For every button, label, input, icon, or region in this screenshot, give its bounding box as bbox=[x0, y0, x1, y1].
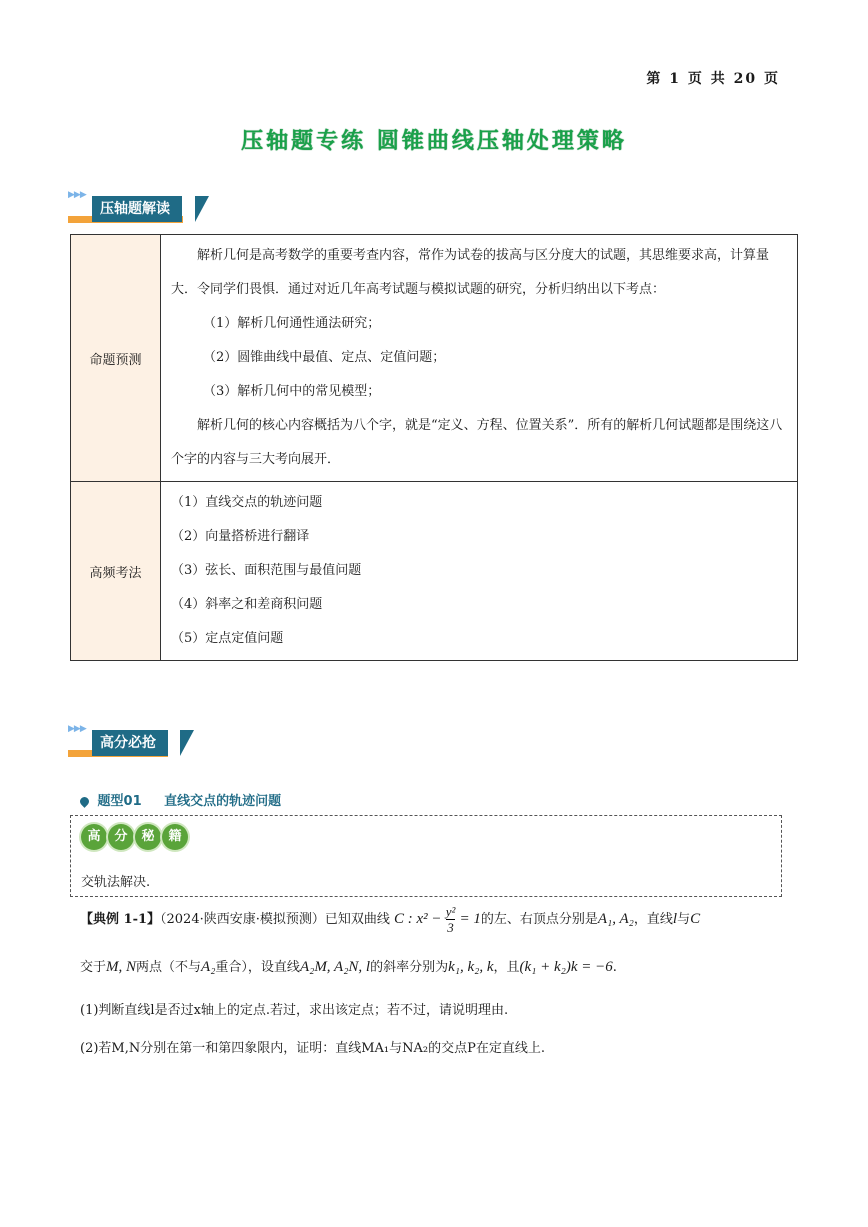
text: 交于 bbox=[80, 960, 107, 975]
list-item: （5）定点定值问题 bbox=[171, 631, 284, 646]
paragraph: 解析几何是高考数学的重要考查内容，常作为试卷的拔高与区分度大的试题，其思维要求高，计算量大．令同学们畏惧．通过对近几年高考试题与模拟试题的研究，分析归纳出以下考点： bbox=[171, 248, 770, 297]
badge-circle: 高 bbox=[81, 824, 107, 850]
text: 与 bbox=[677, 912, 691, 927]
text: 两点（不与 bbox=[136, 960, 202, 975]
text: . bbox=[612, 960, 617, 975]
list-item: （1）解析几何通性通法研究； bbox=[203, 316, 381, 331]
decor-tail bbox=[180, 730, 194, 756]
example-line-2 bbox=[80, 956, 617, 976]
list-item: （2）向量搭桥进行翻译 bbox=[171, 529, 310, 544]
paragraph: 解析几何的核心内容概括为八个字，就是“定义、方程、位置关系”．所有的解析几何试题都是围绕这八个字的内容与三大考向展开． bbox=[171, 418, 783, 467]
tip-badges bbox=[81, 824, 188, 850]
triple-arrow-icon: ▶▶▶ bbox=[68, 190, 86, 200]
section-header-must-score bbox=[68, 724, 228, 760]
text: 重合），设直线 bbox=[215, 960, 300, 975]
math-expr: C bbox=[690, 911, 701, 927]
row-label: 命题预测 bbox=[71, 235, 161, 482]
document-title: 压轴题专练 圆锥曲线压轴处理策略 bbox=[241, 129, 627, 154]
type-prefix: 题型01 bbox=[97, 794, 142, 809]
question-2: (2)若M,N分别在第一和第四象限内，证明：直线MA₁与NA₂的交点P在定直线上. bbox=[80, 1041, 545, 1056]
math-expr: k₁, k₂, k bbox=[448, 959, 494, 975]
math-expr: (k₁ + k₂)k = −6 bbox=[519, 959, 613, 975]
table-row bbox=[71, 482, 798, 661]
text: ，且 bbox=[493, 960, 520, 975]
badge-circle: 秘 bbox=[135, 824, 161, 850]
decor-tail bbox=[195, 196, 209, 222]
tip-text: 交轨法解决. bbox=[81, 875, 151, 890]
row-label: 高频考法 bbox=[71, 482, 161, 661]
list-item: （4）斜率之和差商积问题 bbox=[171, 597, 323, 612]
math-expr: l bbox=[672, 911, 678, 927]
table-row bbox=[71, 235, 798, 482]
list-item: （2）圆锥曲线中最值、定点、定值问题； bbox=[203, 350, 446, 365]
section-label: 高分必抢 bbox=[92, 730, 168, 756]
math-expr: A₁, A₂ bbox=[597, 911, 634, 927]
type-name: 直线交点的轨迹问题 bbox=[164, 794, 282, 809]
math-expr: A₂M, A₂N, l bbox=[299, 959, 371, 975]
example-tag: 【典例 1-1】 bbox=[80, 912, 161, 927]
badge-circle: 分 bbox=[108, 824, 134, 850]
row-content bbox=[161, 482, 798, 661]
row-content bbox=[161, 235, 798, 482]
section-label: 压轴题解读 bbox=[92, 196, 182, 222]
math-expr: A₂ bbox=[201, 959, 216, 975]
problem-type-heading bbox=[80, 790, 281, 809]
math-expr: M, N bbox=[106, 959, 137, 975]
list-item: （3）解析几何中的常见模型； bbox=[203, 384, 381, 399]
example-source: （2024·陕西安康·模拟预测）已知双曲线 bbox=[160, 912, 390, 927]
question-1: (1)判断直线l是否过x轴上的定点.若过，求出该定点；若不过，请说明理由. bbox=[80, 1003, 509, 1018]
tip-box bbox=[70, 815, 782, 897]
text: ，直线 bbox=[633, 912, 673, 927]
text: 的左、右顶点分别是 bbox=[480, 912, 598, 927]
math-expr: = 1 bbox=[459, 911, 481, 927]
list-item: （3）弦长、面积范围与最值问题 bbox=[171, 563, 362, 578]
section-header-interpretation bbox=[68, 190, 228, 226]
location-pin-icon bbox=[78, 795, 91, 808]
page-number: 第 1 页 共 20 页 bbox=[646, 71, 780, 87]
fraction-numerator: y² bbox=[445, 904, 456, 919]
triple-arrow-icon: ▶▶▶ bbox=[68, 724, 86, 734]
example-line-1 bbox=[80, 904, 700, 935]
fraction-denominator: 3 bbox=[447, 920, 454, 935]
list-item: （1）直线交点的轨迹问题 bbox=[171, 495, 323, 510]
math-expr: C : x² − bbox=[394, 911, 442, 927]
interpretation-table bbox=[70, 234, 798, 661]
text: 的斜率分别为 bbox=[370, 960, 449, 975]
badge-circle: 籍 bbox=[162, 824, 188, 850]
math-fraction bbox=[446, 904, 456, 935]
